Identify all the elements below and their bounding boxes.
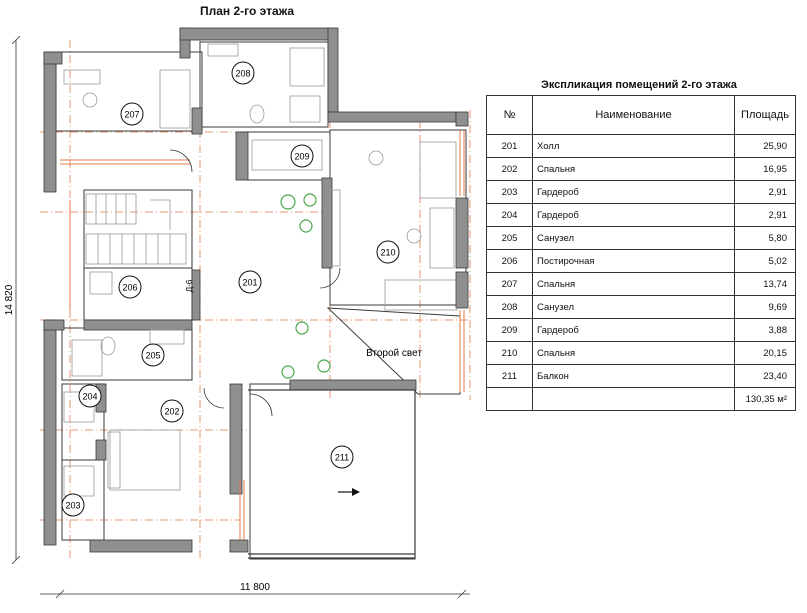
cell-empty [533,388,735,411]
cell-area: 16,95 [735,158,796,181]
cell-no: 211 [487,365,533,388]
room-tag-203 [62,494,84,516]
table-row [487,319,796,342]
windows [60,130,464,540]
table-row [487,273,796,296]
cell-area: 3,88 [735,319,796,342]
cell-name: Гардероб [533,181,735,204]
cell-name: Гардероб [533,204,735,227]
cell-name: Санузел [533,227,735,250]
plan-title: План 2-го этажа [200,4,295,18]
table-row [487,204,796,227]
cell-no: 203 [487,181,533,204]
room-tag-text: 206 [122,282,138,293]
table-row [487,342,796,365]
total-area: 130,35 м² [735,388,796,411]
room-tag-202 [161,400,183,422]
direction-arrow [338,488,360,496]
cell-name: Холл [533,135,735,158]
cell-area: 9,69 [735,296,796,319]
second-light-label: Второй свет [366,348,422,359]
explication-title: Экспликация помещений 2-го этажа [541,79,737,91]
cell-area: 25,90 [735,135,796,158]
cell-name: Санузел [533,296,735,319]
cell-area: 13,74 [735,273,796,296]
cell-name: Постирочная [533,250,735,273]
table-row [487,227,796,250]
room-tag-207 [121,103,143,125]
cell-no: 204 [487,204,533,227]
cell-no: 202 [487,158,533,181]
cell-no: 206 [487,250,533,273]
cell-name: Спальня [533,158,735,181]
cell-area: 5,80 [735,227,796,250]
header-no: № [487,96,533,135]
room-tag-205 [142,344,164,366]
cell-name: Спальня [533,342,735,365]
room-tag-text: 202 [164,406,180,417]
cell-no: 201 [487,135,533,158]
cell-name: Гардероб [533,319,735,342]
cell-no: 209 [487,319,533,342]
cell-name: Спальня [533,273,735,296]
table-row [487,365,796,388]
room-tag-208 [232,62,254,84]
room-tag-204 [79,385,101,407]
cell-no: 208 [487,296,533,319]
cell-area: 2,91 [735,204,796,227]
header-area: Площадь [735,96,796,135]
explication-table [486,95,796,411]
room-tag-text: 211 [334,452,350,463]
room-tag-206 [119,276,141,298]
staircase [86,194,186,264]
table-row [487,181,796,204]
cell-no: 205 [487,227,533,250]
cell-area: 5,02 [735,250,796,273]
cell-area: 2,91 [735,181,796,204]
balcony-outline [248,390,415,558]
total-row [487,388,796,411]
room-tag-text: 205 [145,350,161,361]
room-tag-text: 209 [294,151,310,162]
cell-area: 23,40 [735,365,796,388]
room-tag-210 [377,241,399,263]
table-row [487,250,796,273]
door-d6-label: Д-6 [185,279,194,293]
cell-name: Балкон [533,365,735,388]
dimension-width-label: 11 800 [240,582,270,593]
cell-no: 207 [487,273,533,296]
room-tag-text: 208 [235,68,251,79]
table-row [487,135,796,158]
room-tag-211 [331,446,353,468]
room-tag-text: 201 [242,277,258,288]
cell-no: 210 [487,342,533,365]
dimension-height-label: 14 820 [4,284,15,316]
room-tag-text: 210 [380,247,396,258]
table-row [487,158,796,181]
room-tag-text: 207 [124,109,140,120]
room-tag-text: 203 [65,500,81,511]
cell-empty [487,388,533,411]
explication-rows [487,135,796,411]
header-name: Наименование [533,96,735,135]
table-row [487,296,796,319]
cell-area: 20,15 [735,342,796,365]
room-tag-201 [239,271,261,293]
room-tag-text: 204 [82,391,98,402]
room-tag-209 [291,145,313,167]
